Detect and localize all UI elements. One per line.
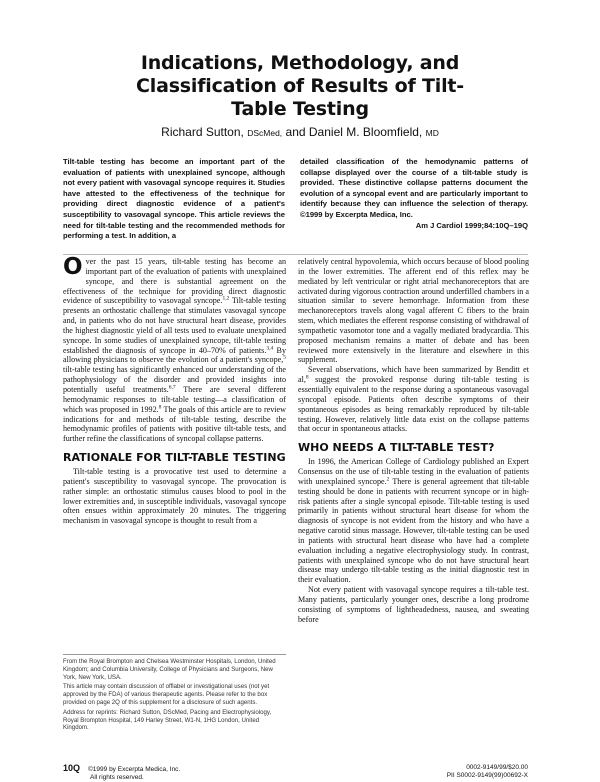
body-text: tilt-table testing has significantly enhanced our understanding of the pathophysiology of the disorder and provided insights into potentially useful treatments. [63,365,286,394]
body-text: There are several different hemodynamic responses to tilt-table testing—a classification of which was proposed in 1992. [63,384,286,414]
footer-copyright: ©1999 by Excerpta Medica, Inc. [88,766,181,773]
body-text: There is general agreement that tilt-table testing should be done in patients with recurrent syncope or in high-risk patients after a single syncopal episode. Tilt-table testing is used primarily in patients without structural heart disease for whom the diagnosis of syncope is not evident from the history and who have a negative carotid sinus massage. However, tilt-table testing can be used in patients with structural heart disease who have had a complete evaluation including a negative electrophysiology study. In contrast, patients with unexplained syncope who do not have structural heart disease may undergo tilt-table testing as the initial diagnostic test in their evaluation. [298,476,529,585]
author-name: and Daniel M. Bloomfield, [285,125,423,139]
body-column-left [63,254,286,526]
drop-cap: O [63,254,83,280]
footer-issn: 0002-9149/99/$20.00 [466,764,528,771]
reference: 8 [158,403,162,410]
reference: 2 [386,476,390,483]
author-name: Richard Sutton, [161,125,244,139]
journal-citation: Am J Cardiol 1999;84:10Q–19Q [415,220,528,230]
footer-pii: PII S0002-9149(99)00692-X [446,772,528,779]
author-line [60,125,540,139]
abstract-copyright: ©1999 by Excerpta Medica, Inc. [300,209,413,219]
title-line: Table Testing [231,98,369,120]
abstract-left: Tilt-table testing has become an important part of the evaluation of patients with unexplained syncope, although not every patient with vasovagal syncope requires it. Studies have attested to the effectiveness of the technique for providing direct diagnostic evidence of a patient's susceptibility to vasovagal syncope. This article reviews the need for tilt-table testing and the recommended methods for performing a test. In addition, a [63,157,285,241]
footnote-address: Address for reprints: Richard Sutton, DScMed, Pacing and Electrophysiology, Royal Brompton Hospital, 149 Harley Street, W1-N, 1HG London, United Kingdom. [63,708,272,732]
body-text: ver the past 15 years, tilt-table testing has become an important part of the evaluation of patients with unexplained syncope, and there is substantial agreement on the effectiveness of the technique for providing direct diagnostic evidence of susceptibility to vasovagal syncope. [63,257,286,306]
footnotes [63,654,286,734]
reference: 1,2 [222,295,230,302]
body-text: In 1996, the American College of Cardiology published an Expert Consensus on the use of tilt-table testing in the evaluation of patients with unexplained syncope. [298,457,529,486]
title-line: Classification of Results of Tilt- [136,75,464,97]
title-line: Indications, Methodology, and [140,52,460,74]
intro-paragraph [63,254,286,444]
rationale-paragraph: Tilt-table testing is a provocative test used to determine a patient's susceptibility to vasovagal syncope. The provocation is rather simple: an orthostatic stimulus causes blood to pool in the lower extremities and, in susceptible individuals, vasovagal syncope often ensues within approximately 20 minutes. The triggering mechanism in vasovagal syncope is thought to result from a [63,467,286,526]
body-text: Tilt-table testing presents an orthostatic challenge that stimulates vasovagal syncope and, in patients who do not have structural heart disease, provides the highest diagnostic yield of all tests used to evaluate unexplained syncope. In some studies of unexplained syncope, tilt-table testing established the diagnosis of syncope in 40–70% of patients. [63,296,286,355]
reference: 3,4 [266,344,274,351]
footer-rights: All rights reserved. [90,774,144,781]
body-paragraph: Not every patient with vasovagal syncope requires a tilt-table test. Many patients, particularly younger ones, describe a long prodrome consisting of symptoms of lightheadedness, nausea, and sweating before [298,585,529,624]
section-heading-who: WHO NEEDS A TILT-TABLE TEST? [298,441,495,455]
body-text: Several observations, which have been summarized by Benditt et al, [298,365,529,385]
body-text: suggest the provoked response during tilt-table testing is essentially equivalent to the response during a spontaneous vasovagal syncopal episode. Patients often describe symptoms of their spontaneous episodes as being remarkably reproduced by tilt-table testing. However, relatively little data exist on the collapse patterns that occur in spontaneous attacks. [298,375,529,434]
reference: 6,7 [168,384,176,391]
author-degree: MD [425,128,439,138]
abstract-right [300,157,528,231]
abstract-divider [63,254,528,255]
body-text: By allowing physicians to observe the evolution of a patient's syncope, [63,345,286,365]
page-footer-left [63,764,180,782]
reference: 5 [283,354,286,361]
body-text: The goals of this article are to review indications for and methods of tilt-table testing, describe the hemodynamic profiles of patients with positive tilt-table tests, and further refine the classifications of syncopal collapse patterns. [63,404,286,444]
abstract-text: detailed classification of the hemodynamic patterns of collapse displayed over the course of a tilt-table study is provided. These distinctive collapse patterns document the evolution of a syncopal event and are particularly important to identify because they can influence the selection of therapy. [300,157,528,209]
body-paragraph [298,365,529,434]
page-number: 10Q [63,763,81,773]
article-title [60,52,540,121]
footnote-offlabel: This article may contain discussion of offlabel or investigational uses (not yet approved by the FDA) of various therapeutic agents. Please refer to the box provided on page 2Q of this supplement for a disclosure of such agents. [63,683,270,706]
footnote-affiliation: From the Royal Brompton and Chelsea Westminster Hospitals, London, United Kingdom; and Columbia University, College of Physicians and Surgeons, New York, New York, USA. [63,658,276,681]
section-heading-rationale: RATIONALE FOR TILT-TABLE TESTING [63,451,286,465]
body-paragraph [298,457,529,585]
body-column-right [298,257,529,625]
page-footer-right [447,764,528,780]
body-paragraph: relatively central hypovolemia, which occurs because of blood pooling in the lower extremities. The afferent end of this reflex may be mediated by left ventricular or right atrial mechanoreceptors that are activated during vigorous contraction around underfilled chambers in a situation similar to severe hemorrhage. Information from these mechanoreceptors travels along vagal afferent C fibers to the brain stem, which mediates the efferent response consisting of withdrawal of sympathetic vasomotor tone and a vagally mediated bradycardia. This proposed mechanism remains a matter of debate and has been reviewed more extensively in the literature and elsewhere in this supplement. [298,257,529,365]
author-degree: DScMed, [247,128,283,138]
reference: 8 [305,374,309,381]
